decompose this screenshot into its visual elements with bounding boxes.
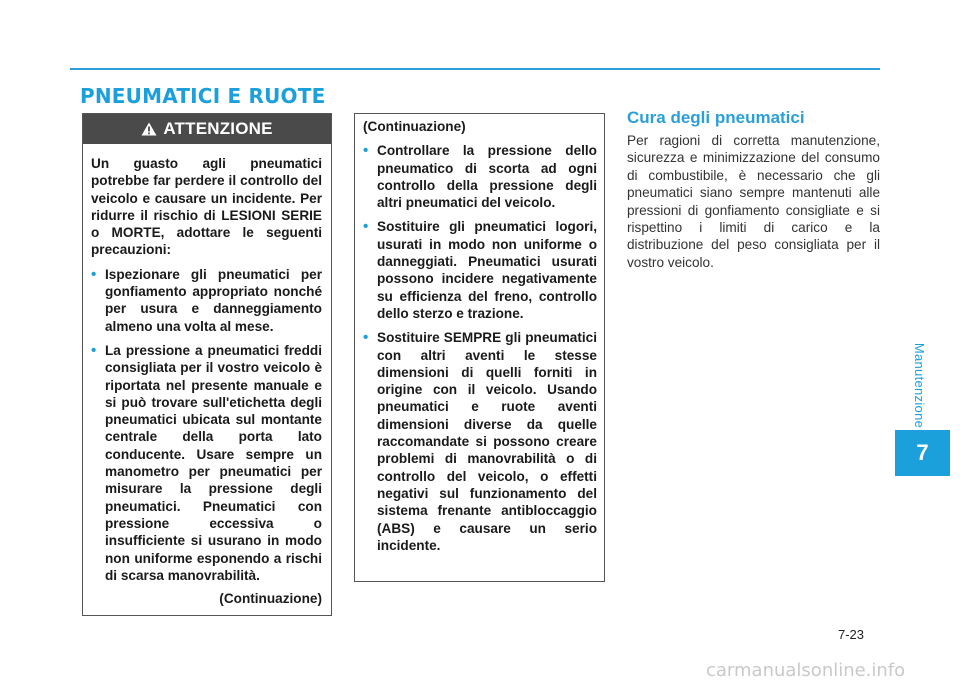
continued-label: (Continuazione) [219,591,322,607]
continuation-bullet-text: Controllare la pressione dello pneumatico di scorta ad ogni controllo della pressione degli altri pneumatici del veicolo. [377,143,597,211]
page-number: 7-23 [838,627,865,642]
continuation-list [363,142,597,554]
warning-intro: Un guasto agli pneumatici potrebbe far perdere il controllo del veicolo e causare un incidente. Per ridurre il rischio di LESIONI SERIE o MORTE, adottare le seguenti precauzioni: [91,156,322,258]
warning-body [83,144,331,607]
tire-care-text: Per ragioni di corretta manutenzione, sicurezza e minimizzazione del consumo di combustibile, è necessario che gli pneumatici siano sempre mantenuti alle pressioni di gonfiamento consigliate e si rispettino i limiti di carico e la distribuzione del peso consigliata per il vostro veicolo. [627,133,880,270]
warning-header-label: ATTENZIONE [163,119,273,138]
chapter-side-label [902,340,938,430]
warning-header [83,114,331,144]
warning-triangle-icon [141,122,157,136]
section-title: PNEUMATICI E RUOTE [80,84,326,108]
warning-list [91,266,322,584]
bullet-dot-icon: • [363,329,369,347]
bullet-dot-icon: • [363,218,369,236]
tire-care-title: Cura degli pneumatici [627,108,805,127]
continuation-list-item [363,142,597,211]
warning-list-item [91,266,322,335]
warning-box [82,113,332,616]
warning-bullet-text: Ispezionare gli pneumatici per gonfiamento appropriato nonché per usura e danneggiamento almeno una volta al mese. [105,266,322,334]
watermark: carmanualsonline.info [706,660,906,681]
continuation-box [354,113,605,582]
warning-list-item [91,342,322,584]
warning-bullet-text: La pressione a pneumatici freddi consigliata per il vostro veicolo è riportata nel presente manuale e si può trovare sull'etichetta degli pneumatici ubicata sul montante centrale della porta lato conducente. Usare sempre un manometro per pneumatici per misurare la pressione degli pneumatici. Pneumatici con pressione eccessiva o insufficiente si usurano in modo non uniforme esponendo a rischi di scarsa manovrabilità. [105,342,322,583]
continuation-bullet-text: Sostituire SEMPRE gli pneumatici con altri aventi le stesse dimensioni di quelli forniti in origine con il veicolo. Usando pneumatici e ruote aventi dimensioni diverse da quelle raccomandate si possono creare problemi di manovrabilità o di controllo del veicolo, o effetti negativi sul funzionamento del sistema frenante antibloccaggio (ABS) e causare un serio incidente. [377,330,597,553]
continuation-bullet-text: Sostituire gli pneumatici logori, usurati in modo non uniforme o danneggiati. Pneumatici usurati possono incidere negativamente su efficienza del freno, controllo dello sterzo e trazione. [377,219,597,321]
continuation-list-item [363,218,597,322]
bullet-dot-icon: • [91,341,97,359]
chapter-label-text: Manutenzione [912,342,928,428]
header-rule [70,68,880,70]
bullet-dot-icon: • [363,142,369,160]
continuation-header: (Continuazione) [363,119,466,134]
continuation-list-item [363,329,597,554]
continuation-body [355,114,604,554]
bullet-dot-icon: • [91,265,97,283]
chapter-number-tab: 7 [895,430,950,476]
